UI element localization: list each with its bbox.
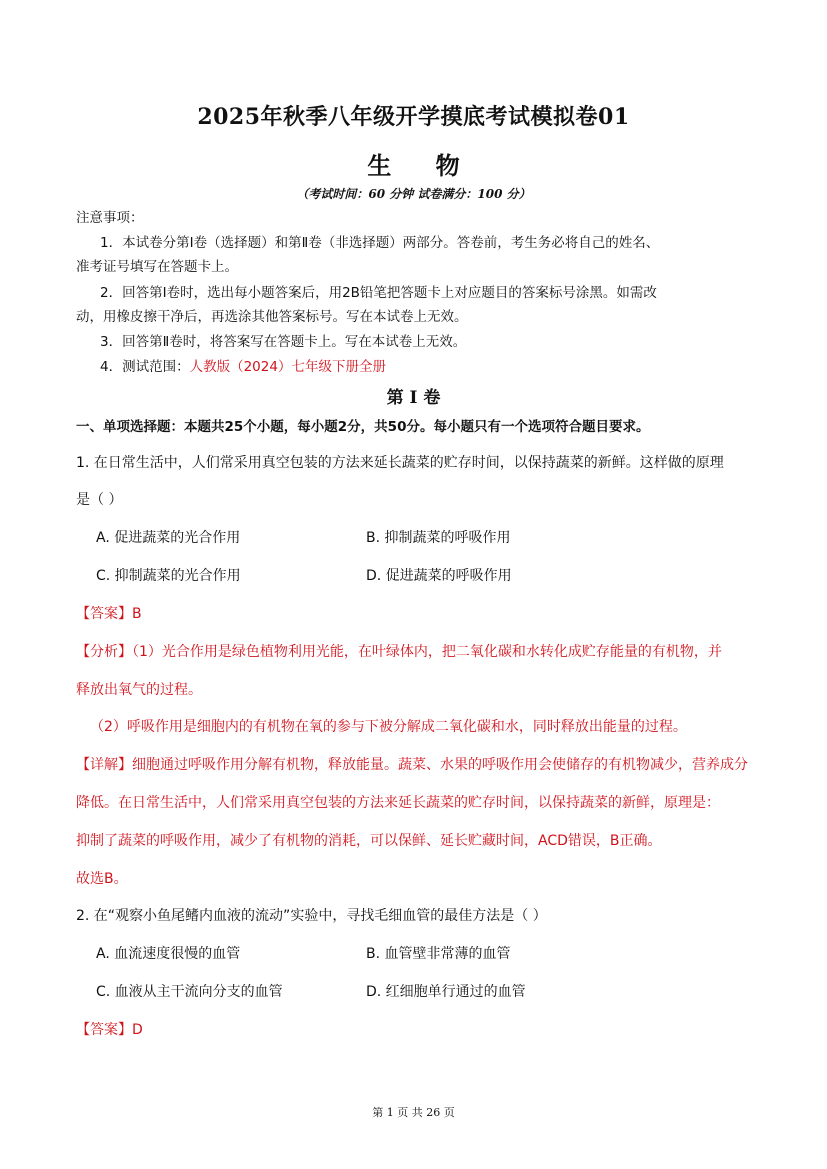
notes-item-4-prefix: 4．测试范围： xyxy=(100,359,190,375)
notes-item-1-line-2: 准考证号填写在答题卡上。 xyxy=(76,259,238,275)
test-scope: 人教版（2024）七年级下册全册 xyxy=(189,359,386,375)
q1-stem-line-1: 1. 在日常生活中，人们常采用真空包装的方法来延长蔬菜的贮存时间，以保持蔬菜的新鲜。这样做的原理 xyxy=(76,455,724,471)
q1-analysis-line-1: 【分析】（1）光合作用是绿色植物利用光能，在叶绿体内，把二氧化碳和水转化成贮存能量的有机物，并 xyxy=(76,644,722,660)
q2-option-a: A. 血流速度很慢的血管 xyxy=(96,946,241,962)
q1-option-c: C. 抑制蔬菜的光合作用 xyxy=(96,568,241,584)
q2-answer: 【答案】D xyxy=(76,1022,143,1038)
notes-item-3: 3．回答第Ⅱ卷时，将答案写在答题卡上。写在本试卷上无效。 xyxy=(100,334,467,350)
q1-detail-line-3: 抑制了蔬菜的呼吸作用，减少了有机物的消耗，可以保鲜、延长贮藏时间，ACD错误，B正确。 xyxy=(76,833,662,849)
q2-option-c: C. 血液从主干流向分支的血管 xyxy=(96,984,283,1000)
notes-heading: 注意事项： xyxy=(76,210,144,226)
notes-item-1-line-1: 1．本试卷分第Ⅰ卷（选择题）和第Ⅱ卷（非选择题）两部分。答卷前，考生务必将自己的姓名、 xyxy=(100,235,660,251)
notes-item-4 xyxy=(100,355,386,379)
section-title: 第 I 卷 xyxy=(386,388,441,408)
subject-title: 生 物 xyxy=(367,151,478,180)
q1-option-d: D. 促进蔬菜的呼吸作用 xyxy=(366,568,512,584)
notes-item-2-line-2: 动，用橡皮擦干净后，再选涂其他答案标号。写在本试卷上无效。 xyxy=(76,309,468,325)
notes-item-2-line-1: 2．回答第Ⅰ卷时，选出每小题答案后，用2B铅笔把答题卡上对应题目的答案标号涂黑。如需改 xyxy=(100,285,657,301)
q1-analysis-line-3: （2）呼吸作用是细胞内的有机物在氧的参与下被分解成二氧化碳和水，同时释放出能量的过程。 xyxy=(90,719,687,735)
q2-option-b: B. 血管壁非常薄的血管 xyxy=(366,946,511,962)
q2-stem: 2. 在“观察小鱼尾鳍内血液的流动”实验中，寻找毛细血管的最佳方法是（ ） xyxy=(76,908,547,924)
q1-analysis-line-2: 释放出氧气的过程。 xyxy=(76,682,202,698)
q1-stem-line-2: 是（ ） xyxy=(76,492,123,508)
exam-title: 2025年秋季八年级开学摸底考试模拟卷01 xyxy=(197,104,630,130)
q2-option-d: D. 红细胞单行通过的血管 xyxy=(366,984,526,1000)
q1-conclusion: 故选B。 xyxy=(76,871,128,887)
q1-option-a: A. 促进蔬菜的光合作用 xyxy=(96,530,241,546)
section-heading: 一、单项选择题：本题共25个小题，每小题2分，共50分。每小题只有一个选项符合题目要求。 xyxy=(76,419,650,435)
q1-detail-line-2: 降低。在日常生活中，人们常采用真空包装的方法来延长蔬菜的贮存时间，以保持蔬菜的新鲜，原理是： xyxy=(76,795,720,811)
exam-info: （考试时间：60 分钟 试卷满分：100 分） xyxy=(296,187,531,201)
q1-option-b: B. 抑制蔬菜的呼吸作用 xyxy=(366,530,511,546)
page-number: 第 1 页 共 26 页 xyxy=(372,1106,455,1119)
q1-detail-line-1: 【详解】细胞通过呼吸作用分解有机物，释放能量。蔬菜、水果的呼吸作用会使储存的有机物减少，营养成分 xyxy=(76,757,748,773)
q1-answer: 【答案】B xyxy=(76,606,142,622)
